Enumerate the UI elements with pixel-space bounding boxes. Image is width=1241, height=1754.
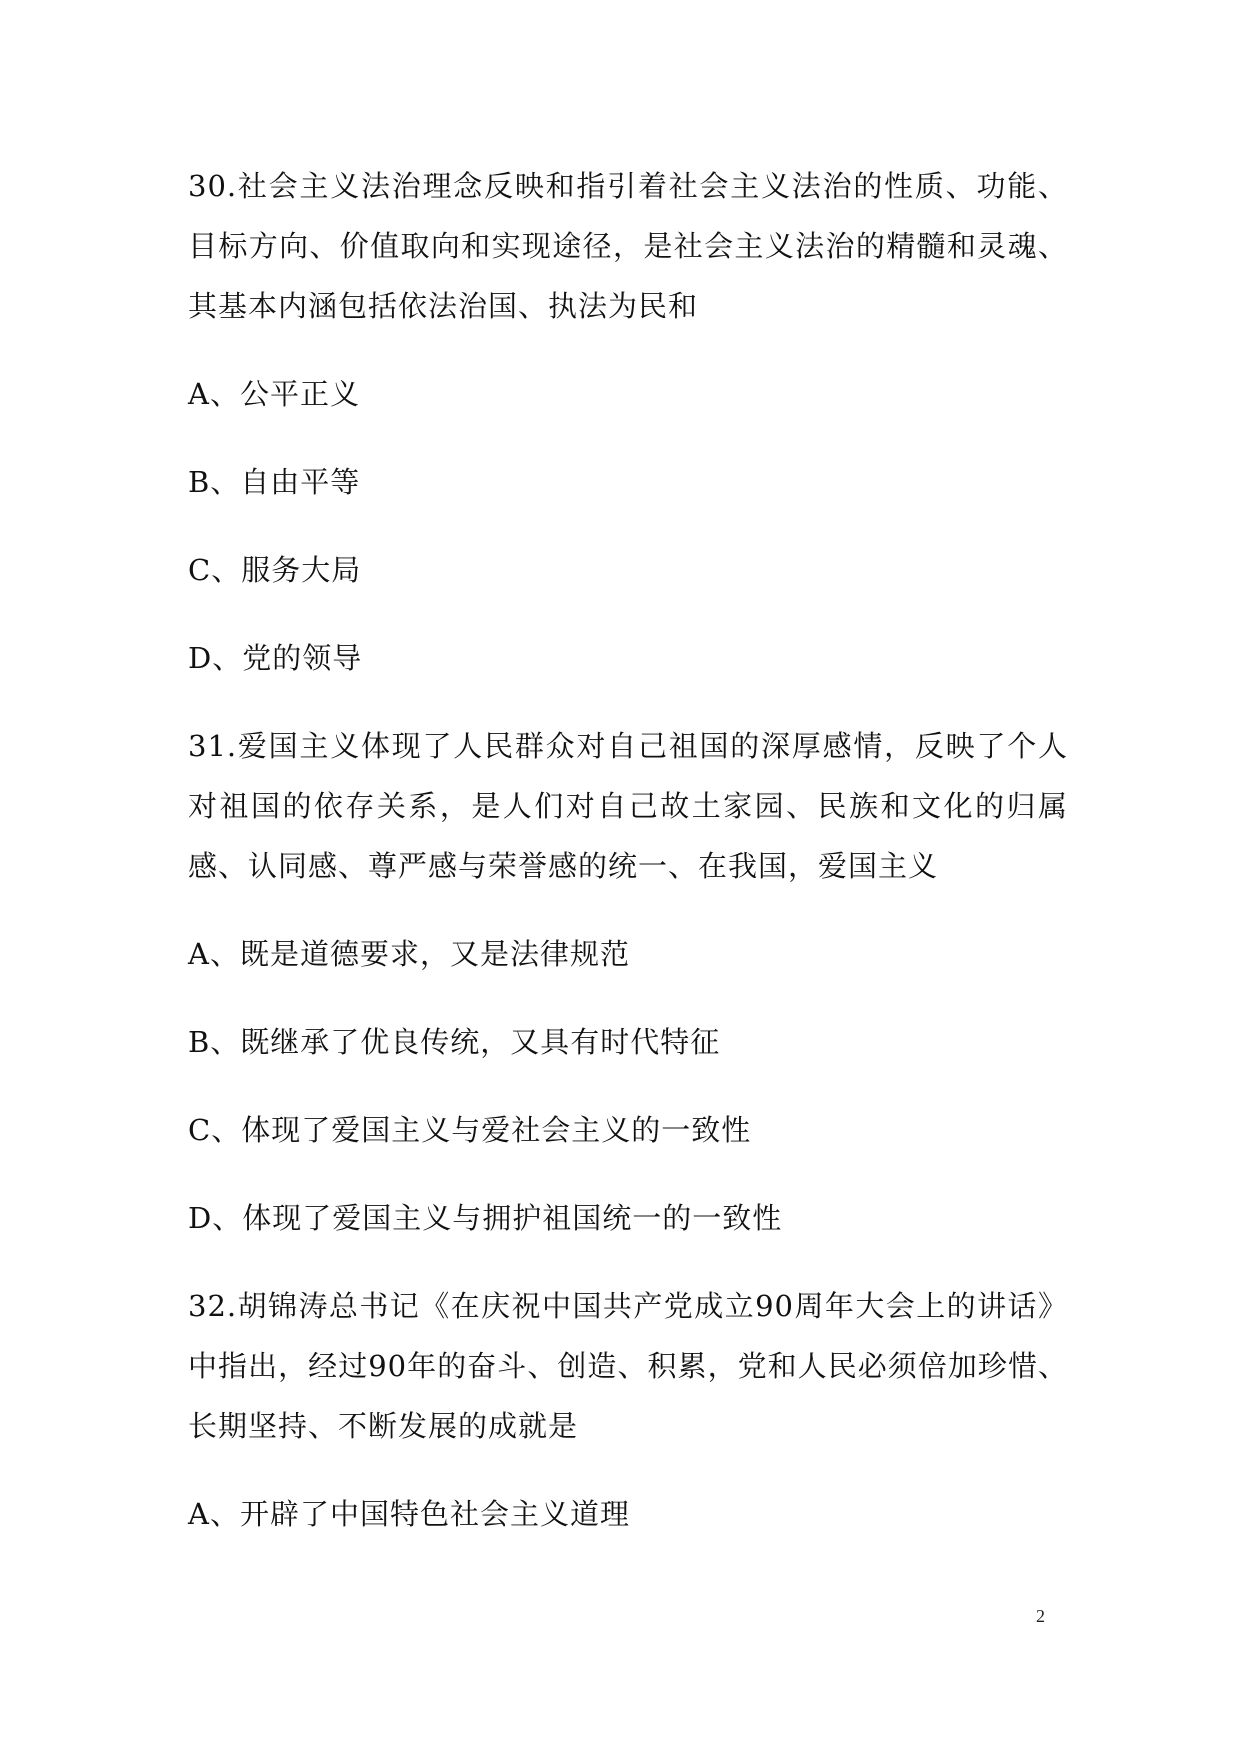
question-31 bbox=[188, 716, 1068, 1248]
question-stem: 31.爱国主义体现了人民群众对自己祖国的深厚感情，反映了个人对祖国的依存关系，是人们对自己故土家园、民族和文化的归属感、认同感、尊严感与荣誉感的统一、在我国，爱国主义 bbox=[188, 729, 1068, 883]
option-a: A、开辟了中国特色社会主义道理 bbox=[188, 1497, 630, 1531]
option-d: D、体现了爱国主义与拥护祖国统一的一致性 bbox=[188, 1201, 783, 1235]
page-number: 2 bbox=[1036, 1606, 1045, 1626]
option-a: A、既是道德要求，又是法律规范 bbox=[188, 937, 630, 971]
question-32 bbox=[188, 1276, 1068, 1544]
question-stem: 30.社会主义法治理念反映和指引着社会主义法治的性质、功能、目标方向、价值取向和实现途径，是社会主义法治的精髓和灵魂、其基本内涵包括依法治国、执法为民和 bbox=[188, 169, 1068, 323]
question-30 bbox=[188, 156, 1068, 688]
option-b: B、自由平等 bbox=[188, 465, 361, 499]
option-d: D、党的领导 bbox=[188, 641, 363, 675]
question-stem: 32.胡锦涛总书记《在庆祝中国共产党成立90周年大会上的讲话》中指出，经过90年的奋斗、创造、积累，党和人民必须倍加珍惜、长期坚持、不断发展的成就是 bbox=[188, 1289, 1068, 1443]
option-a: A、公平正义 bbox=[188, 377, 360, 411]
document-body bbox=[188, 156, 1068, 1572]
option-b: B、既继承了优良传统，又具有时代特征 bbox=[188, 1025, 721, 1059]
option-c: C、体现了爱国主义与爱社会主义的一致性 bbox=[188, 1113, 752, 1147]
option-c: C、服务大局 bbox=[188, 553, 362, 587]
